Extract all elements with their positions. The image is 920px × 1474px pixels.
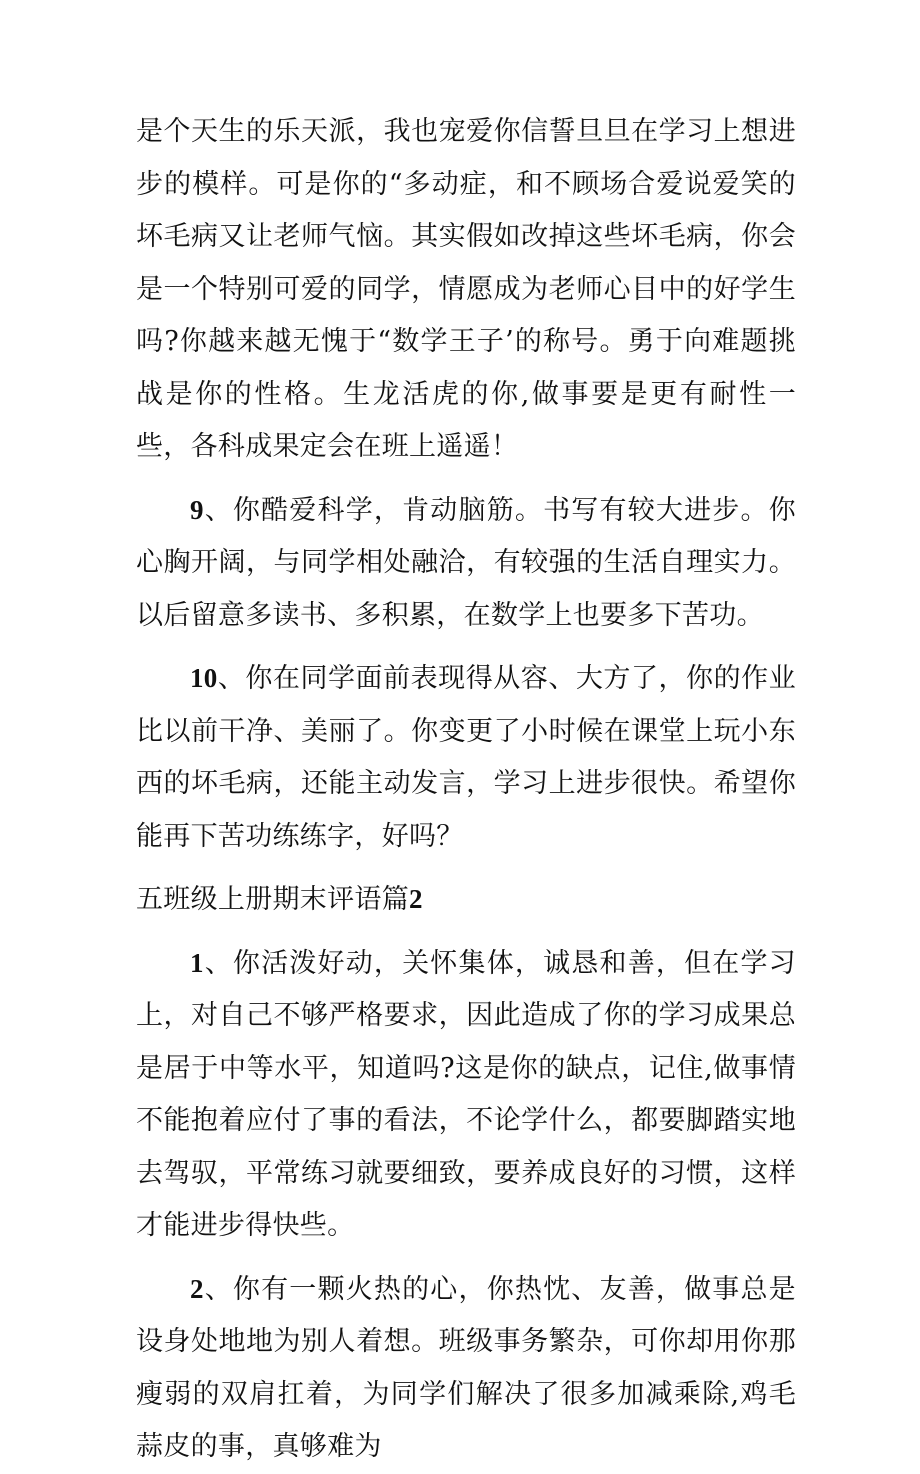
paragraph-text: 、你酷爱科学，肯动脑筋。书写有较大进步。你心胸开阔，与同学相处融洽，有较强的生活自理实力。以后留意多读书、多积累，在数学上也要多下苦功。 [136,494,796,631]
paragraph-text: 、你有一颗火热的心，你热忱、友善，做事总是设身处地地为别人着想。班级事务繁杂，可你却用你那瘦弱的双肩扛着，为同学们解决了很多加减乘除,鸡毛蒜皮的事，真够难为 [136,1273,796,1462]
paragraph-item-1 [136,937,796,1253]
paragraph-text: 、你活泼好动，关怀集体，诚恳和善，但在学习上，对自己不够严格要求，因此造成了你的学习成果总是居于中等水平，知道吗?这是你的缺点，记住,做事情不能抱着应付了事的看法，不论学什么，都要脚踏实地去驾驭，平常练习就要细致，要养成良好的习惯，这样才能进步得快些。 [136,947,796,1241]
paragraph-item-9 [136,484,796,643]
paragraph-text: 是个天生的乐天派，我也宠爱你信誓旦旦在学习上想进步的模样。可是你的“多动症，和不顾场合爱说爱笑的坏毛病又让老师气恼。其实假如改掉这些坏毛病，你会是一个特别可爱的同学，情愿成为老师心目中的好学生吗?你越来越无愧于“数学王子’的称号。勇于向难题挑战是你的性格。生龙活虎的你,做事要是更有耐性一些，各科成果定会在班上遥遥！ [136,116,796,462]
item-number: 2 [190,1273,204,1304]
heading-text: 五班级上册期末评语篇 [136,884,409,915]
item-number: 10 [190,663,218,693]
section-heading [136,873,796,927]
item-number: 9 [190,494,204,525]
heading-number: 2 [409,884,423,914]
item-number: 1 [190,947,204,978]
paragraph-text: 、你在同学面前表现得从容、大方了，你的作业比以前干净、美丽了。你变更了小时候在课堂上玩小东西的坏毛病，还能主动发言，学习上进步很快。希望你能再下苦功练练字，好吗？ [136,663,796,852]
paragraph-continued [136,106,796,474]
paragraph-item-2 [136,1263,796,1474]
paragraph-item-10 [136,652,796,863]
document-page [136,106,796,1474]
